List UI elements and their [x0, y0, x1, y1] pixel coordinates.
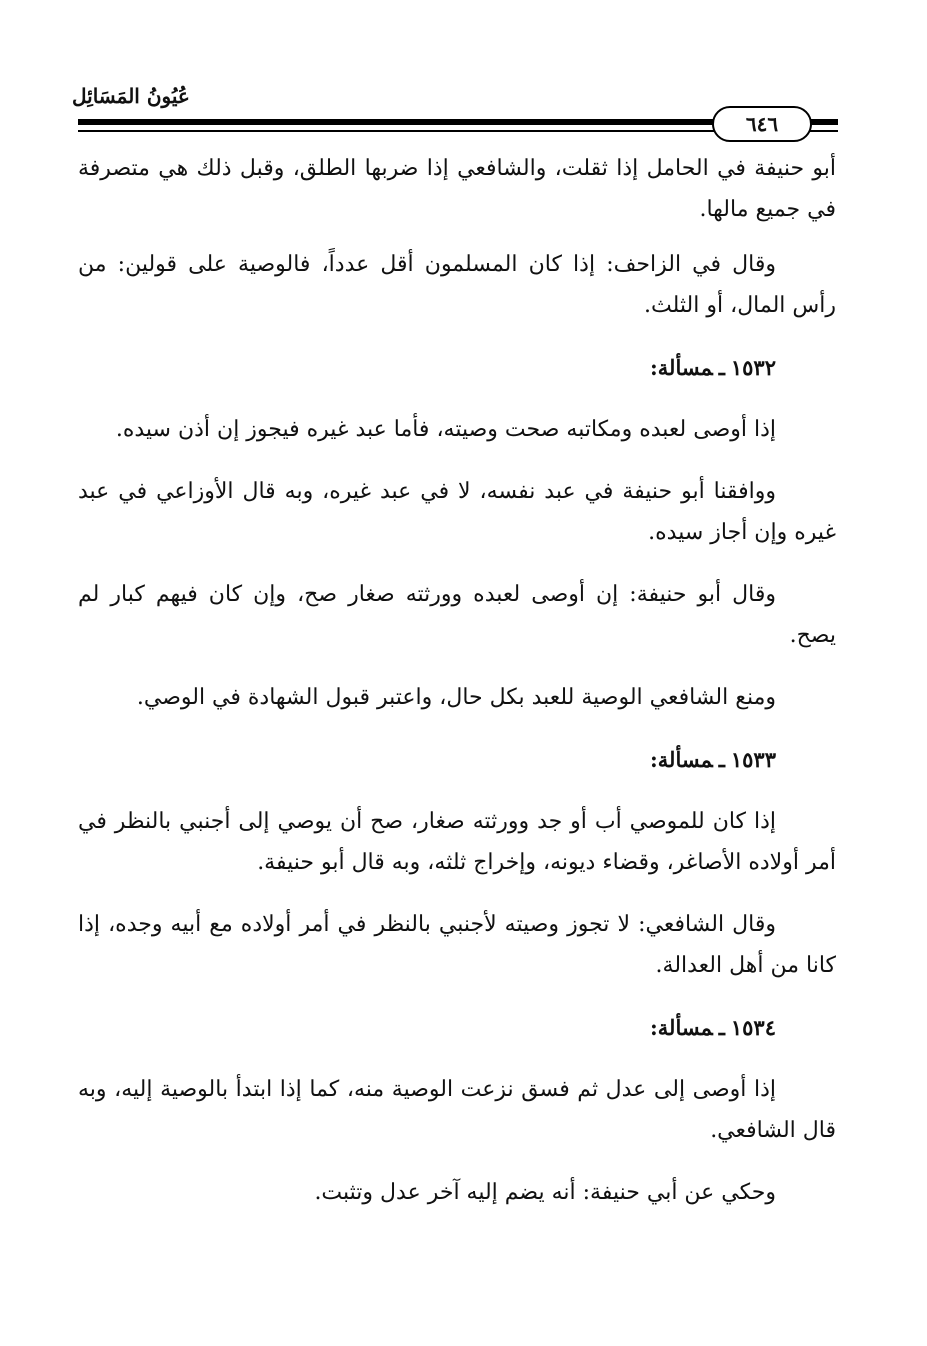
paragraph: أبو حنيفة في الحامل إذا ثقلت، والشافعي إذا ضربها الطلق، وقبل ذلك هي متصرفة في جميع مالها. — [78, 156, 836, 222]
page-number: ٦٤٦ — [745, 112, 779, 136]
paragraph: إذا أوصى لعبده ومكاتبه صحت وصيته، فأما عبد غيره فيجوز إن أذن سيده. — [115, 417, 776, 442]
issue-number: ١٥٣٤ — [730, 1015, 776, 1040]
issue-number: ١٥٣٣ — [730, 747, 776, 772]
paragraph: ومنع الشافعي الوصية للعبد بكل حال، واعتبر قبول الشهادة في الوصي. — [136, 685, 776, 710]
paragraph: وقال في الزاحف: إذا كان المسلمون أقل عدداً، فالوصية على قولين: من رأس المال، أو الثلث. — [78, 252, 836, 318]
issue-heading-1533 — [78, 739, 836, 780]
paragraph: وحكي عن أبي حنيفة: أنه يضم إليه آخر عدل وتثبت. — [314, 1180, 776, 1205]
issue-heading-1532 — [78, 347, 836, 388]
issue-label: مسألة: — [650, 355, 713, 380]
running-title: عُيُونُ المَسَائِل — [72, 84, 190, 108]
page-body — [78, 148, 836, 1234]
issue-label: مسألة: — [650, 747, 713, 772]
issue-dash: ـ — [718, 747, 725, 772]
paragraph: وقال الشافعي: لا تجوز وصيته لأجنبي بالنظر في أمر أولاده مع أبيه وجده، إذا كانا من أهل العدالة. — [78, 912, 836, 978]
paragraph: وقال أبو حنيفة: إن أوصى لعبده وورثته صغار صح، وإن كان فيهم كبار لم يصح. — [78, 582, 836, 648]
page-number-badge — [712, 106, 812, 142]
paragraph: إذا كان للموصي أب أو جد وورثته صغار، صح أن يوصي إلى أجنبي بالنظر في أمر أولاده الأصاغر، وقضاء ديونه، وإخراج ثلثه، وبه قال أبو حنيفة. — [78, 809, 836, 875]
issue-label: مسألة: — [650, 1015, 713, 1040]
issue-dash: ـ — [718, 1015, 725, 1040]
issue-number: ١٥٣٢ — [730, 355, 776, 380]
paragraph: ووافقنا أبو حنيفة في عبد نفسه، لا في عبد غيره، وبه قال الأوزاعي في عبد غيره وإن أجاز سيده. — [78, 479, 836, 545]
issue-dash: ـ — [718, 355, 725, 380]
issue-heading-1534 — [78, 1007, 836, 1048]
paragraph: إذا أوصى إلى عدل ثم فسق نزعت الوصية منه، كما إذا ابتدأ بالوصية إليه، وبه قال الشافعي. — [78, 1077, 836, 1143]
